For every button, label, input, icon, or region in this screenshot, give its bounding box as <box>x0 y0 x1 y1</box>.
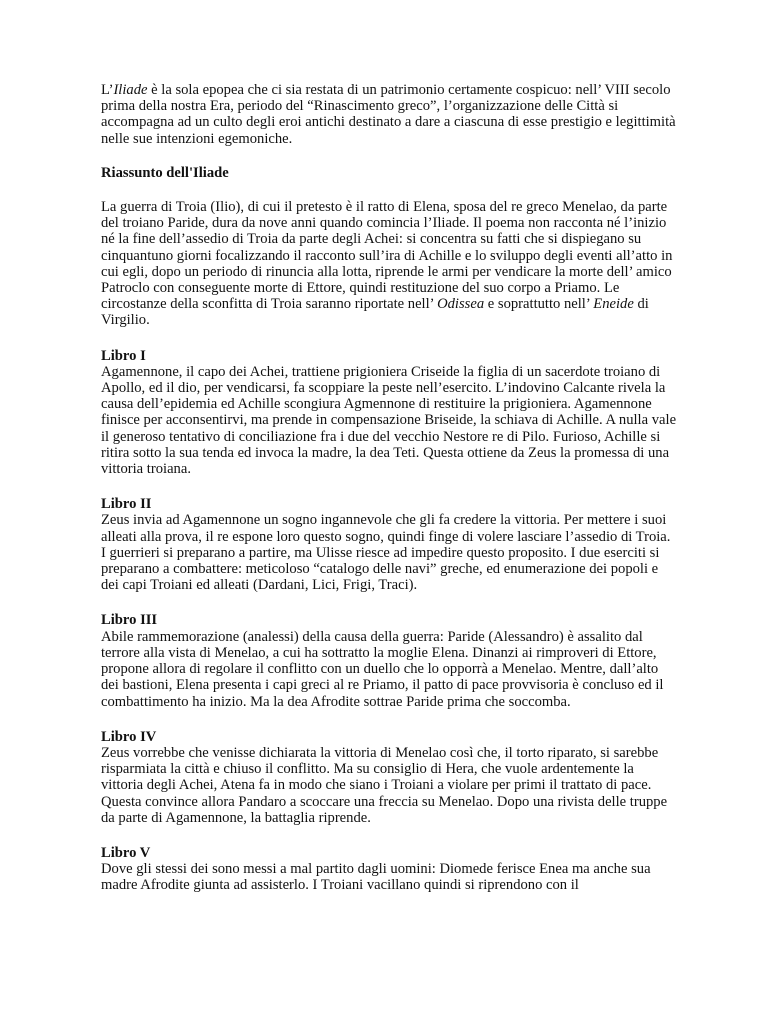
book-title: Libro IV <box>101 728 157 745</box>
book-section <box>101 348 677 478</box>
summary-paragraph <box>101 199 677 329</box>
summary-text-c: di Virgilio. <box>101 296 649 329</box>
book-section <box>101 612 677 709</box>
intro-paragraph <box>101 82 677 147</box>
summary-text-a: La guerra di Troia (Ilio), di cui il pretesto è il ratto di Elena, sposa del re greco Menelao, da parte del troiano Paride, dura da nove anni quando comincia l’Iliade. Il poema non racconta né l’inizio né la fine dell’assedio di Troia da parte degli Achei: si concentra su fatti che si dispiegano su cinquantuno giorni focalizzando il racconto sull’ira di Achille e lo sviluppo degli eventi all’atto in cui egli, dopo un periodo di rinuncia alla lotta, riprende le armi per vendicare la morte dell’ amico Patroclo con conseguente morte di Ettore, quindi restituzione del suo corpo a Priamo. Le circostanze della sconfitta di Troia saranno riportate nell’ <box>101 199 673 313</box>
book-section <box>101 729 677 826</box>
intro-text: è la sola epopea che ci sia restata di un patrimonio certamente cospicuo: nell’ VIII secolo prima della nostra Era, periodo del “Rinascimento greco”, l’organizzazione delle Città si accompagna ad un culto degli eroi antichi destinato a dare a ciascuna di esse prestigio e legittimità nelle sue intenzioni egemoniche. <box>101 82 676 147</box>
summary-italic-eneide: Eneide <box>593 296 634 313</box>
book-title: Libro V <box>101 844 151 861</box>
book-text: Agamennone, il capo dei Achei, trattiene prigioniera Criseide la figlia di un sacerdote troiano di Apollo, ed il dio, per vendicarsi, fa scoppiare la peste nell’esercito. L’indovino Calcante rivela la causa dell’epidemia ed Achille scongiura Agmennone di restituire la prigioniera. Agamennone finisce per acconsentirvi, ma prende in compensazione Briseide, la schiava di Achille. A nulla vale il generoso tentativo di conciliazione fra i due del vecchio Nestore re di Pilo. Furioso, Achille si ritira sotto la sua tenda ed invoca la madre, la dea Teti. Questa ottiene da Zeus la promessa di una vittoria troiana. <box>101 363 677 478</box>
book-text: Abile rammemorazione (analessi) della causa della guerra: Paride (Alessandro) è assalito dal terrore alla vista di Menelao, a cui ha sottratto la moglie Elena. Dinanzi ai rimproveri di Ettore, propone allora di regolare il conflitto con un duello che lo opporrà a Menelao. Mentre, dall’alto dei bastioni, Elena presenta i capi greci al re Priamo, il patto di pace provvisoria è concluso ed il combattimento ha inizio. Ma la dea Afrodite sottrae Paride prima che soccomba. <box>101 628 664 710</box>
book-section <box>101 845 677 894</box>
summary-heading: Riassunto dell'Iliade <box>101 164 229 181</box>
book-text: Zeus invia ad Agamennone un sogno ingannevole che gli fa credere la vittoria. Per mettere i suoi alleati alla prova, il re espone loro questo sogno, quindi finge di volere lasciare l’assedio di Troia. I guerrieri si preparano a partire, ma Ulisse riesce ad impedire questo proposito. I due eserciti si preparano a combattere: meticoloso “catalogo delle navi” greche, ed enumerazione dei popoli e dei capi Troiani ed alleati (Dardani, Lici, Frigi, Traci). <box>101 512 671 594</box>
book-section <box>101 496 677 593</box>
book-text: Zeus vorrebbe che venisse dichiarata la vittoria di Menelao così che, il torto riparato, si sarebbe risparmiata la città e chiuso il conflitto. Ma su consiglio di Hera, che vuole ardentemente la vittoria degli Achei, Atena fa in modo che siano i Troiani a violare per primi il trattato di pace. Questa convince allora Pandaro a scoccare una freccia su Menelao. Dopo una rivista delle truppe da parte di Agamennone, la battaglia riprende. <box>101 744 668 826</box>
book-title: Libro II <box>101 496 152 513</box>
summary-italic-odissea: Odissea <box>437 296 485 313</box>
document-page <box>101 82 677 913</box>
intro-title-italic: Iliade <box>113 82 148 98</box>
book-title: Libro I <box>101 347 146 364</box>
book-text: Dove gli stessi dei sono messi a mal partito dagli uomini: Diomede ferisce Enea ma anche sua madre Afrodite giunta ad assisterlo. I Troiani vacillano quindi si riprendono con il <box>101 861 651 894</box>
book-title: Libro III <box>101 612 158 629</box>
intro-prefix: L’ <box>101 82 114 98</box>
summary-text-b: e soprattutto nell’ <box>484 296 594 313</box>
